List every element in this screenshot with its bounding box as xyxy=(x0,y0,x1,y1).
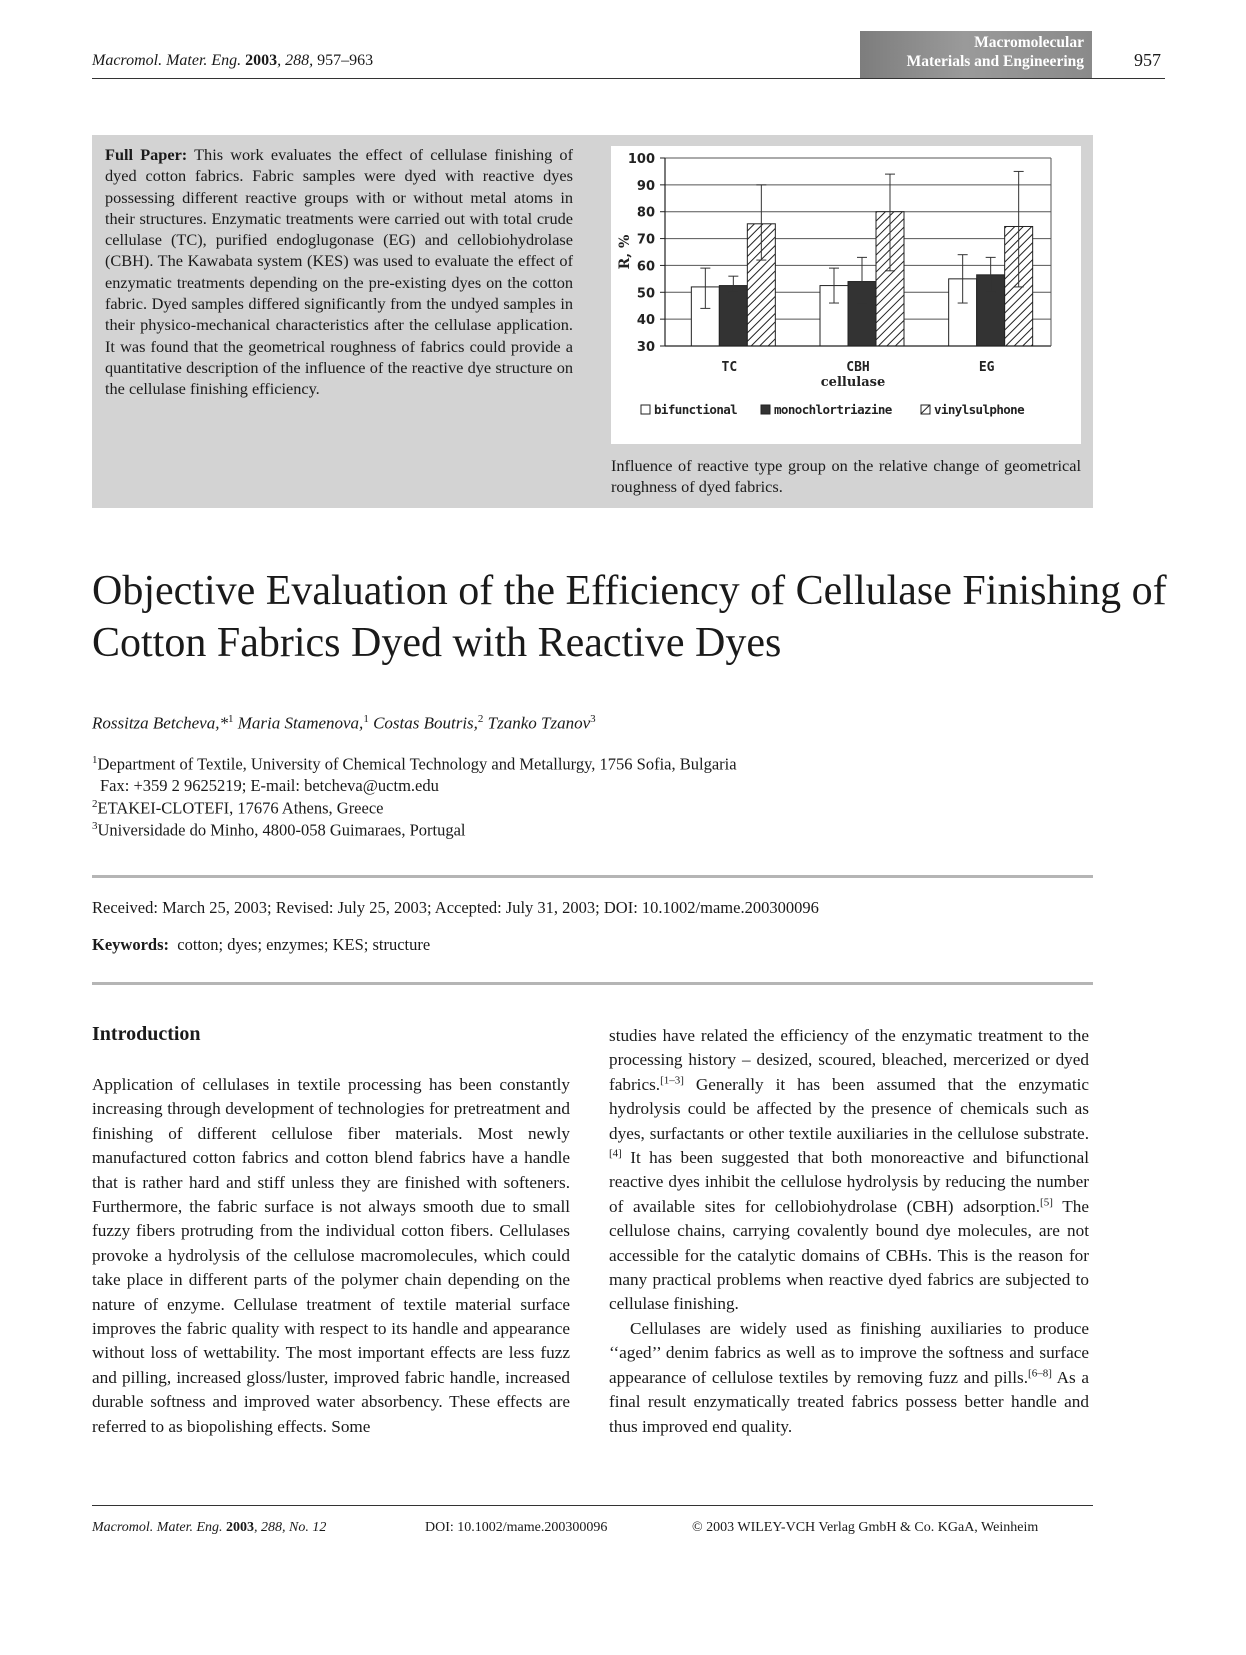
y-tick-label: 30 xyxy=(636,340,655,355)
author-2: Maria Stamenova, xyxy=(237,713,364,733)
section-heading: Introduction xyxy=(92,1023,201,1045)
y-tick-label: 40 xyxy=(636,313,655,329)
affiliation-3 xyxy=(92,820,465,841)
author-2-affil: 1 xyxy=(363,713,369,725)
legend-swatch xyxy=(641,405,650,414)
citation-ref[interactable]: [5] xyxy=(1040,1196,1053,1209)
footer-volume: , 288, No. 12 xyxy=(254,1520,327,1535)
journal-logo xyxy=(860,31,1092,78)
abstract-text xyxy=(105,144,573,400)
legend-label: bifunctional xyxy=(654,402,738,417)
x-tick-label: TC xyxy=(721,360,738,375)
article-dates: Received: March 25, 2003; Revised: July 25, 2003; Accepted: July 31, 2003; DOI: 10.1002/mame.200300096 xyxy=(92,898,819,917)
author-list xyxy=(92,713,596,734)
affiliation-3-mark: 3 xyxy=(92,820,98,832)
paragraph xyxy=(609,1024,1089,1317)
citation-ref[interactable]: [6–8] xyxy=(1028,1366,1052,1379)
text-run: Cellulases are widely used as finishing auxiliaries to produce ‘‘aged’’ denim fabrics as well as to improve the softness and surface appearance of cellulose textiles by removing fuzz and pills. xyxy=(609,1318,1089,1387)
journal-name: Macromol. Mater. Eng. xyxy=(92,52,242,69)
y-tick-label: 50 xyxy=(636,286,655,302)
paragraph xyxy=(609,1317,1089,1439)
logo-line-1: Macromolecular xyxy=(974,34,1084,51)
divider-rule xyxy=(92,875,1093,878)
footer-year: 2003 xyxy=(226,1520,255,1535)
text-run: Generally it has been assumed that the enzymatic hydrolysis could be affected by the presence of chemicals such as dyes, surfactants or other textile auxiliaries in the cellulose substrate. xyxy=(609,1074,1089,1143)
author-4: Tzanko Tzanov xyxy=(487,713,591,733)
abstract-label: Full Paper: xyxy=(105,145,188,164)
abstract-body: This work evaluates the effect of cellulase finishing of dyed cotton fabrics. Fabric samples were dyed with reactive dyes possessing different reactive groups with or without metal atoms in their structures. Enzymatic treatments were carried out with total crude cellulase (TC), purified endoglugonase (EG) and cellobiohydrolase (CBH). The Kawabata system (KES) was used to evaluate the effect of enzymatic treatments depending on the pre-existing dyes on the cotton fabric. Dyed samples differed significantly from the undyed samples in their physico-mechanical characteristics after the cellulase application. It was found that the geometrical roughness of fabrics could provide a quantitative description of the influence of the reactive dye structure on the cellulase finishing efficiency. xyxy=(105,145,573,399)
figure-caption: Influence of reactive type group on the relative change of geometrical roughness of dyed fabrics. xyxy=(611,456,1081,497)
footer-copyright: © 2003 WILEY-VCH Verlag GmbH & Co. KGaA, Weinheim xyxy=(692,1520,1039,1535)
affiliation-3-text: Universidade do Minho, 4800-058 Guimaraes, Portugal xyxy=(97,820,466,840)
text-run: As a final result enzymatically treated fabrics possess better handle and thus improved end quality. xyxy=(609,1367,1089,1436)
body-column-right xyxy=(609,1024,1089,1439)
legend-swatch xyxy=(761,405,770,414)
journal-pages: 957–963 xyxy=(317,52,374,69)
y-tick-label: 80 xyxy=(636,205,655,221)
paragraph: Application of cellulases in textile processing has been constantly increasing through development of technologies for pretreatment and finishing of different cellulose fiber materials. Most newly manufactured cotton fabrics and cotton blend fabrics have a handle that is rather hard and stiff unless they are finished with softeners. Furthermore, the fabric surface is not always smooth due to small fuzzy fibers protruding from the individual cotton fibers. Cellulases provoke a hydrolysis of the cellulose macromolecules, which could take place in different parts of the polymer chain depending on the nature of enzyme. Cellulase treatment of textile material surface improves the fabric quality with respect to its handle and appearance without loss of wettability. The most important effects are less fuzz and pilling, increased gloss/luster, improved fabric handle, increased durable softness and improved water absorbency. These effects are referred to as biopolishing effects. Some xyxy=(92,1075,570,1436)
article-title: Objective Evaluation of the Efficiency of Cellulase Finishing of Cotton Fabrics Dyed with Reactive Dyes xyxy=(92,568,1167,666)
text-run: It has been suggested that both monoreactive and bifunctional reactive dyes inhibit the cellulose hydrolysis by reducing the number of available sites for cellobiohydrolase (CBH) adsorption. xyxy=(609,1148,1089,1216)
keywords-label: Keywords: xyxy=(92,935,169,954)
x-tick-label: CBH xyxy=(846,360,870,375)
keywords-list: cotton; dyes; enzymes; KES; structure xyxy=(177,935,431,954)
journal-volume: 288 xyxy=(285,52,310,69)
bar-monochlortriazine xyxy=(719,286,747,346)
footer-rule xyxy=(92,1505,1093,1506)
affiliation-2-mark: 2 xyxy=(92,798,98,810)
keywords xyxy=(92,935,430,955)
y-tick-label: 70 xyxy=(636,232,655,248)
x-axis-label: cellulase xyxy=(820,375,886,390)
legend-label: vinylsulphone xyxy=(934,402,1025,417)
footer-citation xyxy=(92,1520,326,1536)
author-4-affil: 3 xyxy=(590,713,596,725)
y-tick-label: 60 xyxy=(636,259,655,275)
journal-year: 2003 xyxy=(245,52,278,69)
affiliation-1-contact: Fax: +359 2 9625219; E-mail: betcheva@uctm.edu xyxy=(100,776,439,795)
citation-ref[interactable]: [1–3] xyxy=(660,1074,684,1087)
affiliation-1-mark: 1 xyxy=(92,754,98,766)
legend-swatch xyxy=(921,405,930,414)
y-tick-label: 100 xyxy=(627,152,655,167)
text-run: studies have related the efficiency of the enzymatic treatment to the processing history – desized, scoured, bleached, mercerized or dyed fabrics. xyxy=(609,1026,1089,1094)
affiliation-1-text: Department of Textile, University of Chemical Technology and Metallurgy, 1756 Sofia, Bulgaria xyxy=(97,754,737,774)
y-tick-label: 90 xyxy=(636,178,655,194)
divider-rule xyxy=(92,982,1093,985)
legend-label: monochlortriazine xyxy=(774,402,892,417)
author-1-affil: 1 xyxy=(227,713,234,725)
text-run: The cellulose chains, carrying covalently bound dye molecules, are not accessible for the catalytic domains of CBHs. This is the reason for many practical problems when reactive dyed fabrics are subjected to cellulase finishing. xyxy=(609,1196,1089,1314)
bar-chart xyxy=(611,146,1081,444)
page-number: 957 xyxy=(1134,50,1161,70)
affiliation-1 xyxy=(92,754,737,775)
author-1: Rossitza Betcheva,* xyxy=(92,713,228,733)
body-column-left xyxy=(92,1073,570,1439)
running-header-citation: Macromol. Mater. Eng. 2003, 288, 957–963 xyxy=(92,52,374,69)
chart-panel xyxy=(611,146,1081,444)
affiliation-2-text: ETAKEI-CLOTEFI, 17676 Athens, Greece xyxy=(97,798,384,818)
header-rule xyxy=(92,78,1165,79)
author-3: Costas Boutris, xyxy=(373,713,478,733)
author-3-affil: 2 xyxy=(477,713,484,725)
citation-ref[interactable]: [4] xyxy=(609,1147,622,1160)
affiliation-2 xyxy=(92,798,383,819)
x-tick-label: EG xyxy=(978,360,995,375)
footer-journal: Macromol. Mater. Eng. xyxy=(92,1520,223,1535)
logo-line-2: Materials and Engineering xyxy=(906,53,1084,70)
y-axis-label: R, % xyxy=(617,234,633,270)
footer-doi: DOI: 10.1002/mame.200300096 xyxy=(425,1520,608,1535)
